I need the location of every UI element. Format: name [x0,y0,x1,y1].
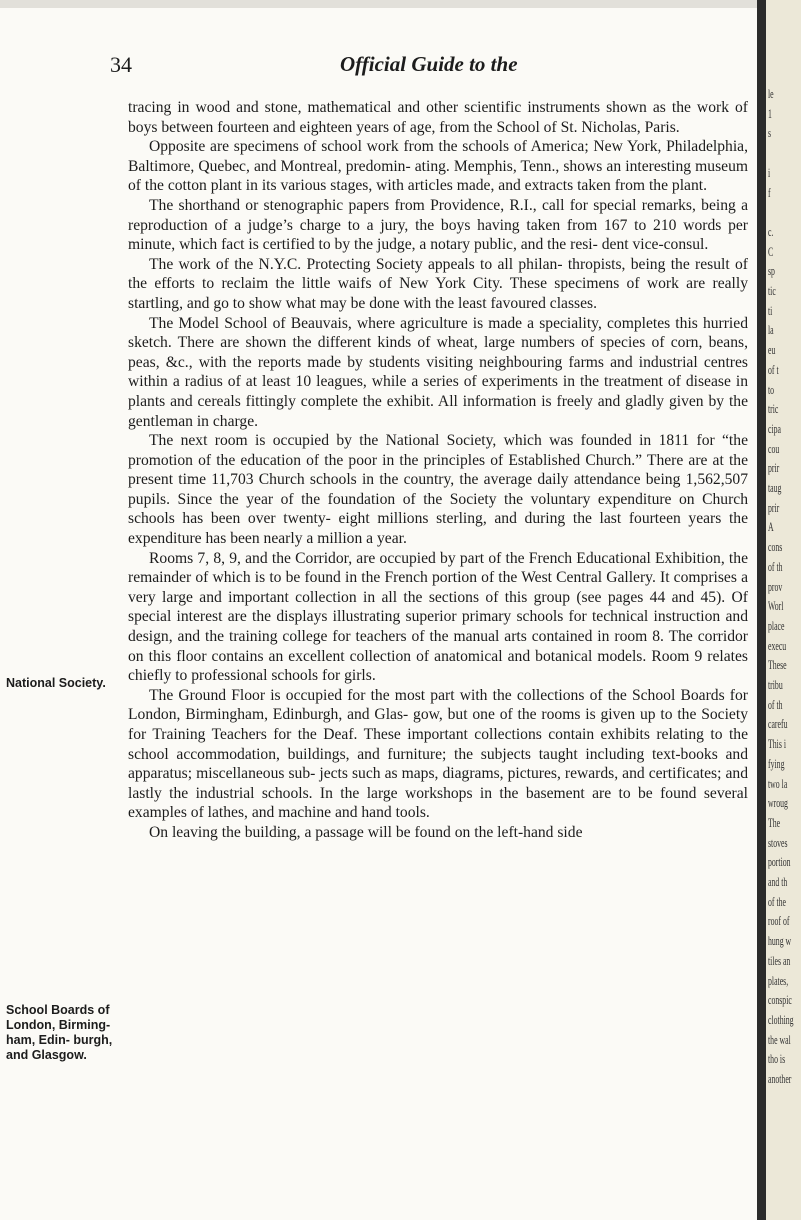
next-page-fragment: This i [768,736,786,752]
next-page-fragment: tho is [768,1051,786,1067]
running-title: Official Guide to the [340,52,518,76]
top-edge [0,0,801,8]
page-number: 34 [110,52,132,77]
next-page-fragment: execu [768,637,787,653]
next-page-fragment: ti [768,302,773,318]
next-page-fragment: of t [768,361,779,377]
next-page-fragment: cipa [768,420,781,436]
next-page-fragment: carefu [768,716,788,732]
next-page-fragment: f [768,184,771,200]
paragraph: The Ground Floor is occupied for the most part with the collections of the School Boards for London, Birmingham, Edinburgh, and Glas- gow, but one of the rooms is given up to the Society for Training Teachers for the Deaf. These important collections contain exhibits relating to the school accommodation, buildings, and furniture; the subjects taught including text-books and apparatus; miscellaneous sub- jects such as maps, diagrams, pictures, rewards, and certificates; and lastly the industrial schools. In the large workshops in the basement are to be found several examples of lathes, and machine and hand tools. [128,686,748,822]
next-page-fragment: fying [768,755,785,771]
next-page-fragment: tric [768,401,779,417]
next-page-fragment: 1 [768,105,772,121]
next-page-fragment: eu [768,342,776,358]
paragraph: The work of the N.Y.C. Protecting Society appeals to all philan- thropists, being the result of the efforts to reclaim the little waifs of New York City. These specimens of work are really startling, and go to show what may be done with the least favoured classes. [128,255,748,312]
next-page-fragment: prov [768,578,783,594]
next-page-fragment: sp [768,263,775,279]
next-page-fragment: taug [768,480,782,495]
next-page-fragment: wroug [768,795,788,811]
next-page-fragment: hung w [768,933,792,949]
next-page-fragment: place [768,617,785,633]
next-page-fragment: clothing [768,1011,794,1027]
next-page-fragment: le [768,86,774,101]
next-page-fragment: roof of [768,913,790,929]
paragraph: The Model School of Beauvais, where agriculture is made a speciality, completes this hurried sketch. There are shown the different kinds of wheat, large numbers of species of corn, beans, peas, &c., with the reports made by students visiting neighbouring farms and industrial centres within a radius of at least 10 leagues, while a series of experiments in the treatment of disease in plants and cereals fittingly complete the exhibit. All information is freely and gladly given by the gentleman in charge. [128,314,748,430]
next-page-fragment: A [768,519,774,535]
next-page-fragment: la [768,322,774,338]
next-page-fragment: the wal [768,1031,791,1047]
next-page-fragment: and th [768,874,788,889]
next-page-fragment: tic [768,283,776,298]
next-page-fragment: another [768,1071,792,1086]
next-page-fragment: tiles an [768,952,791,968]
paragraph: tracing in wood and stone, mathematical and other scientific instruments shown as the work of boys between fourteen and eighteen years of age, from the School of St. Nicholas, Paris. [128,99,748,136]
next-page-fragment: cou [768,440,780,456]
next-page-fragment: plates, [768,972,789,988]
next-page-fragment: prir [768,499,780,515]
sidenote-school-boards: School Boards of London, Birming- ham, Edin- burgh, and Glasgow. [6,1003,113,1062]
next-page-fragment: C [768,243,774,259]
book-spine [757,0,766,1220]
paragraph: Rooms 7, 8, 9, and the Corridor, are occupied by part of the French Educational Exhibition, the remainder of which is to be found in the French portion of the West Central Gallery. It comprises a very large and important collection in all the sections of this group (see pages 44 and 45). Of special interest are the displays illustrating superior primary schools for technical instruction and design, and the training college for teachers of the manual arts contained in room 8. The corridor on this floor contains an excellent collection of anatomical and botanical models. Room 9 relates chiefly to professional schools for girls. [128,549,748,685]
next-page-fragment: Worl [768,598,784,614]
next-page-fragment: portion [768,854,791,870]
next-page-fragment: The [768,814,781,830]
paragraph: Opposite are specimens of school work from the schools of America; New York, Philadelphia, Baltimore, Quebec, and Montreal, predomin- ating. Memphis, Tenn., shows an interesting museum of the cotton plant in its various stages, with articles made, and extracts taken from the plant. [128,138,748,195]
next-page-fragment: of th [768,558,783,574]
paragraph: The shorthand or stenographic papers from Providence, R.I., call for special remarks, being a reproduction of a judge’s charge to a jury, the boys having taken from 167 to 210 words per minute, which fact is certified to by the judge, a notary public, and the resi- dent vice-consul. [128,196,748,254]
paragraph: The next room is occupied by the National Society, which was founded in 1811 for “the promotion of the education of the poor in the principles of Established Church.” There are at the present time 11,703 Church schools in the country, the average daily attendance being 1,562,507 pupils. Since the year of the foundation of the Society the voluntary expenditure on Church schools has been over twenty- eight millions sterling, and during the last fourteen years the expenditure has been nearly a million a year. [128,432,748,548]
next-page-fragment: of the [768,893,786,909]
next-page-fragment: prir [768,460,780,476]
next-page-fragment: These [768,657,787,673]
sidenote-national-society: National Society. [6,676,106,690]
body-text [128,98,748,843]
next-page-fragment: two la [768,775,788,791]
next-page-fragment: conspic [768,992,792,1008]
next-page-fragment: s [768,125,772,141]
next-page-fragment: cons [768,539,783,555]
next-page-fragment: of th [768,696,783,712]
next-page-fragment: to [768,381,775,397]
next-page-edge [766,0,801,1220]
next-page-fragment: i [768,164,771,180]
paragraph: On leaving the building, a passage will be found on the left-hand side [149,823,583,841]
next-page-fragment: tribu [768,677,783,692]
next-page-fragment: c. [768,223,774,239]
page-header [0,52,801,80]
next-page-fragment: stoves [768,834,788,850]
